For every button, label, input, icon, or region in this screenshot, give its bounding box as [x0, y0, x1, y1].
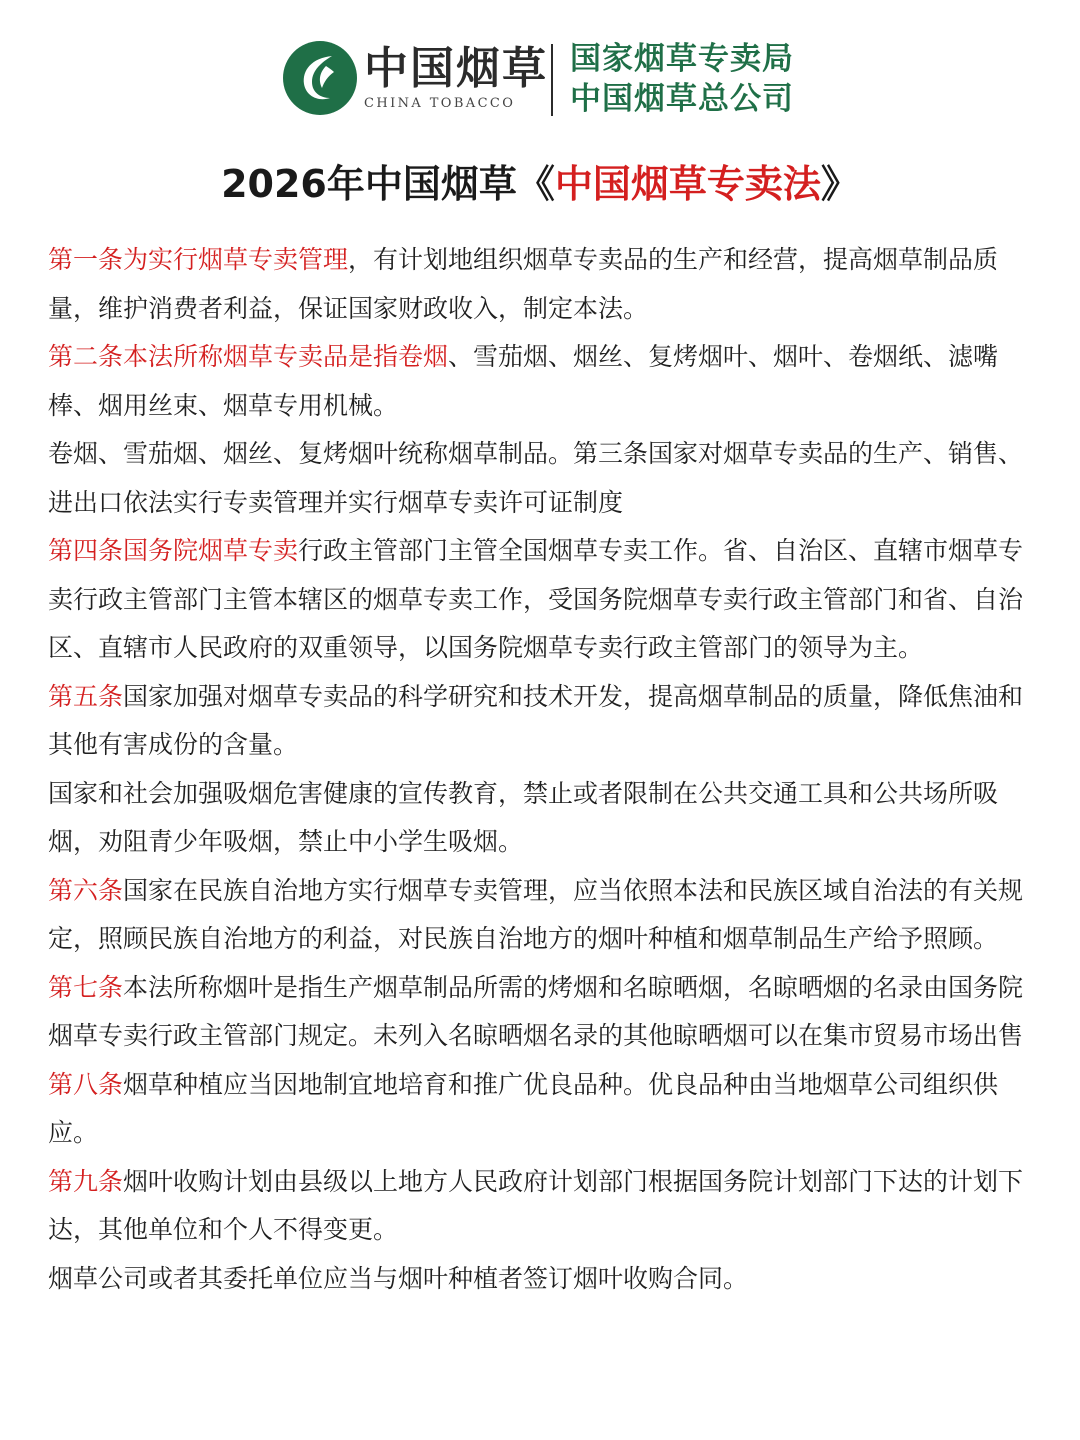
org-name-line2: 中国烟草总公司 — [570, 81, 794, 117]
title-suffix: 》 — [820, 162, 859, 206]
page-title — [0, 158, 1080, 210]
article-heading: 第二条本法所称烟草专卖品是指卷烟 — [48, 342, 449, 371]
article-paragraph — [48, 673, 1040, 770]
article-heading: 第五条 — [48, 681, 124, 711]
article-text: 、雪茄烟、烟丝、复烤烟叶、烟叶、卷烟纸、滤嘴棒、烟用丝束、烟草专用机械。 — [48, 342, 999, 420]
logo-divider — [551, 44, 553, 116]
article-text: 国家在民族自治地方实行烟草专卖管理，应当依照本法和民族区域自治法的有关规定，照顾民族自治地方的利益，对民族自治地方的烟叶种植和烟草制品生产给予照顾。 — [48, 875, 1024, 953]
article-heading: 第四条国务院烟草专卖 — [48, 536, 299, 565]
article-heading: 第一条为实行烟草专卖管理 — [48, 245, 349, 274]
article-paragraph — [48, 1158, 1040, 1255]
article-paragraph — [48, 333, 1040, 430]
article-heading: 第九条 — [48, 1166, 124, 1196]
article-paragraph — [48, 1255, 1040, 1304]
article-paragraph — [48, 527, 1040, 673]
article-text: 国家和社会加强吸烟危害健康的宣传教育，禁止或者限制在公共交通工具和公共场所吸烟，劝阻青少年吸烟，禁止中小学生吸烟。 — [48, 778, 999, 856]
law-articles — [48, 236, 1040, 1303]
article-text: 行政主管部门主管全国烟草专卖工作。省、自治区、直辖市烟草专卖行政主管部门主管本辖区的烟草专卖工作，受国务院烟草专卖行政主管部门和省、自治区、直辖市人民政府的双重领导，以国务院烟草专卖行政主管部门的领导为主。 — [48, 536, 1024, 662]
article-text: 本法所称烟叶是指生产烟草制品所需的烤烟和名晾晒烟，名晾晒烟的名录由国务院烟草专卖行政主管部门规定。未列入名晾晒烟名录的其他晾晒烟可以在集市贸易市场出售 — [48, 972, 1024, 1050]
article-heading: 第六条 — [48, 875, 124, 905]
article-text: 烟叶收购计划由县级以上地方人民政府计划部门根据国务院计划部门下达的计划下达，其他单位和个人不得变更。 — [48, 1166, 1024, 1244]
title-highlight: 中国烟草专卖法 — [554, 162, 821, 206]
article-heading: 第八条 — [48, 1069, 124, 1099]
article-paragraph — [48, 1061, 1040, 1158]
article-text: 国家加强对烟草专卖品的科学研究和技术开发，提高烟草制品的质量，降低焦油和其他有害成份的含量。 — [48, 681, 1024, 759]
article-paragraph — [48, 236, 1040, 333]
org-name-line1: 国家烟草专卖局 — [570, 41, 794, 77]
article-text: 卷烟、雪茄烟、烟丝、复烤烟叶统称烟草制品。第三条国家对烟草专卖品的生产、销售、进出口依法实行专卖管理并实行烟草专卖许可证制度 — [48, 439, 1024, 517]
article-paragraph — [48, 430, 1040, 527]
article-paragraph — [48, 964, 1040, 1061]
article-heading: 第七条 — [48, 972, 124, 1002]
article-text: ，有计划地组织烟草专卖品的生产和经营，提高烟草制品质量，维护消费者利益，保证国家财政收入，制定本法。 — [48, 245, 999, 323]
china-tobacco-logo-icon — [282, 40, 358, 116]
article-paragraph — [48, 770, 1040, 867]
article-text: 烟草公司或者其委托单位应当与烟叶种植者签订烟叶收购合同。 — [48, 1263, 749, 1293]
header — [0, 30, 1080, 130]
logo-chinese-text: 中国烟草 — [364, 43, 548, 94]
logo-english-text: CHINA TOBACCO — [364, 96, 516, 111]
article-text: 烟草种植应当因地制宜地培育和推广优良品种。优良品种由当地烟草公司组织供应。 — [48, 1069, 999, 1147]
title-prefix: 2026年中国烟草《 — [221, 162, 555, 206]
article-paragraph — [48, 867, 1040, 964]
